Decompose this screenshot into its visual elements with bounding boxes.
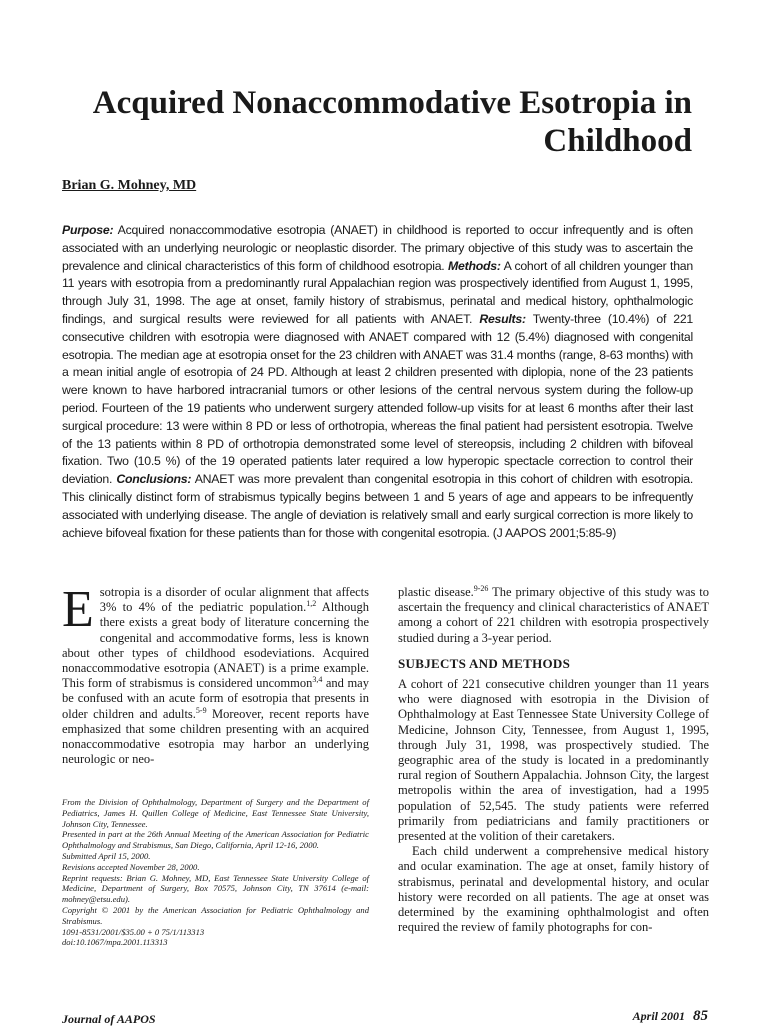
issue-date: April 2001 <box>632 1009 685 1023</box>
purpose-text: Acquired nonaccommodative esotropia (ANAET) in childhood is reported to occur infrequently and is often associated with an underlying neurologic or neoplastic disorder. The primary objective of this study was to ascertain the prevalence and clinical characteristics of this form of childhood esotropia. <box>62 223 693 273</box>
citation-ref: 1,2 <box>306 599 317 609</box>
intro-cont-text-2: The primary objective of this study was to ascertain the frequency and clinical characteristics of ANAET among a cohort of 221 children with esotropia prospectively studied during a 3-year period. <box>398 585 709 645</box>
footnote-submitted: Submitted April 15, 2000. <box>62 850 151 861</box>
purpose-label: Purpose: <box>62 223 114 237</box>
intro-text-2: Although there exists a great body of literature concerning the congenital and accommodative forms, less is known about other types of childhood esodeviations. Acquired nonaccommodative esotropia (ANAET) is a prime example. This form of strabismus is considered uncommon <box>62 600 369 691</box>
footnote-issn: 1091-8531/2001/$35.00 + 0 75/1/113313 <box>62 926 205 937</box>
article-footnotes <box>62 797 369 948</box>
intro-continued-paragraph <box>398 585 709 646</box>
methods-label: Methods: <box>448 258 501 273</box>
section-heading: SUBJECTS AND METHODS <box>398 655 571 671</box>
abstract <box>62 222 693 542</box>
intro-paragraph <box>62 581 370 767</box>
intro-text-4: Moreover, recent reports have emphasized that some children presenting with an acquired nonaccommodative esotropia may harbor an underlying neurologic or neo- <box>62 706 370 767</box>
journal-name: Journal of AAPOS <box>62 1012 156 1026</box>
intro-text-3: and may be confused with an acute form of esotropia that presents in older children and adults. <box>62 676 369 721</box>
citation-ref: 9-26 <box>473 583 489 593</box>
footnote-revisions: Revisions accepted November 28, 2000. <box>62 861 200 872</box>
body-column-right <box>398 585 709 935</box>
conclusions-label: Conclusions: <box>116 472 192 487</box>
drop-cap: E <box>62 581 94 638</box>
conclusions-text: ANAET was more prevalent than congenital esotropia in this cohort of children with esotropia. This clinically distinct form of strabismus typically begins between 1 and 5 years of age and appears to be infrequently associated with underlying disease. The angle of deviation is relatively small and early surgical correction is more likely to achieve bifoveal fixation for these patients than for those with congenital esotropia. (J AAPOS 2001;5:85-9) <box>62 472 693 540</box>
article-title <box>92 84 692 160</box>
footer-right <box>633 1008 708 1025</box>
methods-text: A cohort of all children younger than 11 years with esotropia from a predominantly rural Appalachian region was prospectively identified from August 1, 1995, through July 31, 1998. The age at onset, family history of strabismus, perinatal and medical history, ophthalmologic findings, and surgical results were reviewed for all patients with ANAET. <box>62 258 693 326</box>
title-line-1: Acquired Nonaccommodative Esotropia in <box>92 85 692 121</box>
methods-paragraph-1: A cohort of 221 consecutive children younger than 11 years who were diagnosed with esotropia in the Division of Ophthalmology at East Tennessee State University College of Medicine, Johnson City, Tennessee, from August 1, 1995, through July 31, 1998, was prospectively studied. The geographic area of the study is located in a predominantly rural region of Southern Appalachia. Johnson City, the largest metropolis within the area of investigation, had a 1995 population of 52,545. The study patients were referred primarily from pediatricians and family practitioners or presented at the volition of their caretakers. <box>398 677 709 844</box>
citation-ref: 5-9 <box>195 705 207 715</box>
footnote-reprint: Reprint requests: Brian G. Mohney, MD, East Tennessee State University College of Medicine, Department of Surgery, Box 70575, Johnson City, TN 37614 (e-mail: mohney@etsu.edu). <box>62 872 369 905</box>
results-text: Twenty-three (10.4%) of 221 consecutive children with esotropia were diagnosed with ANAET compared with 12 (5.4%) diagnosed with congenital esotropia. The median age at esotropia onset for the 23 children with ANAET was 31.4 months (range, 8-63 months) with a mean initial angle of esotropia of 24 PD. Although at least 2 children presented with diplopia, none of the 23 patients were known to have harbored intracranial tumors or other lesions of the central nervous system during the follow-up period. Fourteen of the 19 patients who underwent surgery attended follow-up visits for at least 6 months after their last surgical procedure: 13 were within 8 PD or less of orthotropia, whereas the final patient had persistent esotropia. Twelve of the 13 patients within 8 PD of orthotropia demonstrated some level of stereopsis, including 2 children with bifoveal fixation. Two (10.5 %) of the 19 operated patients later required a low hyperopic spectacle correction to control their deviation. <box>62 311 693 487</box>
citation-ref: 3,4 <box>312 675 323 685</box>
intro-text-1: sotropia is a disorder of ocular alignment that affects 3% to 4% of the pediatric population. <box>99 585 369 615</box>
title-line-2: Childhood <box>543 123 692 159</box>
results-label: Results: <box>479 311 526 326</box>
footnote-copyright: Copyright © 2001 by the American Association for Pediatric Ophthalmology and Strabismus. <box>62 904 369 926</box>
author-name: Brian G. Mohney, MD <box>62 178 197 193</box>
footnote-doi: doi:10.1067/mpa.2001.113313 <box>62 937 168 948</box>
page-number: 85 <box>693 1008 708 1024</box>
footnote-presented: Presented in part at the 26th Annual Meeting of the American Association for Pediatric Ophthalmology and Strabismus, San Diego, California, April 12-16, 2000. <box>62 829 369 851</box>
intro-cont-text-1: plastic disease. <box>398 585 474 599</box>
body-column-left <box>62 581 370 767</box>
footnote-affiliation: From the Division of Ophthalmology, Department of Surgery and the Department of Pediatrics, James H. Quillen College of Medicine, East Tennessee State University, Johnson City, Tennessee. <box>62 797 369 829</box>
methods-paragraph-2: Each child underwent a comprehensive medical history and ocular examination. The age at onset, family history of strabismus, perinatal and developmental history, and ocular history were recorded on all patients. The age at onset was determined by the examining ophthalmologist and often required the review of family photographs for con- <box>398 844 709 935</box>
